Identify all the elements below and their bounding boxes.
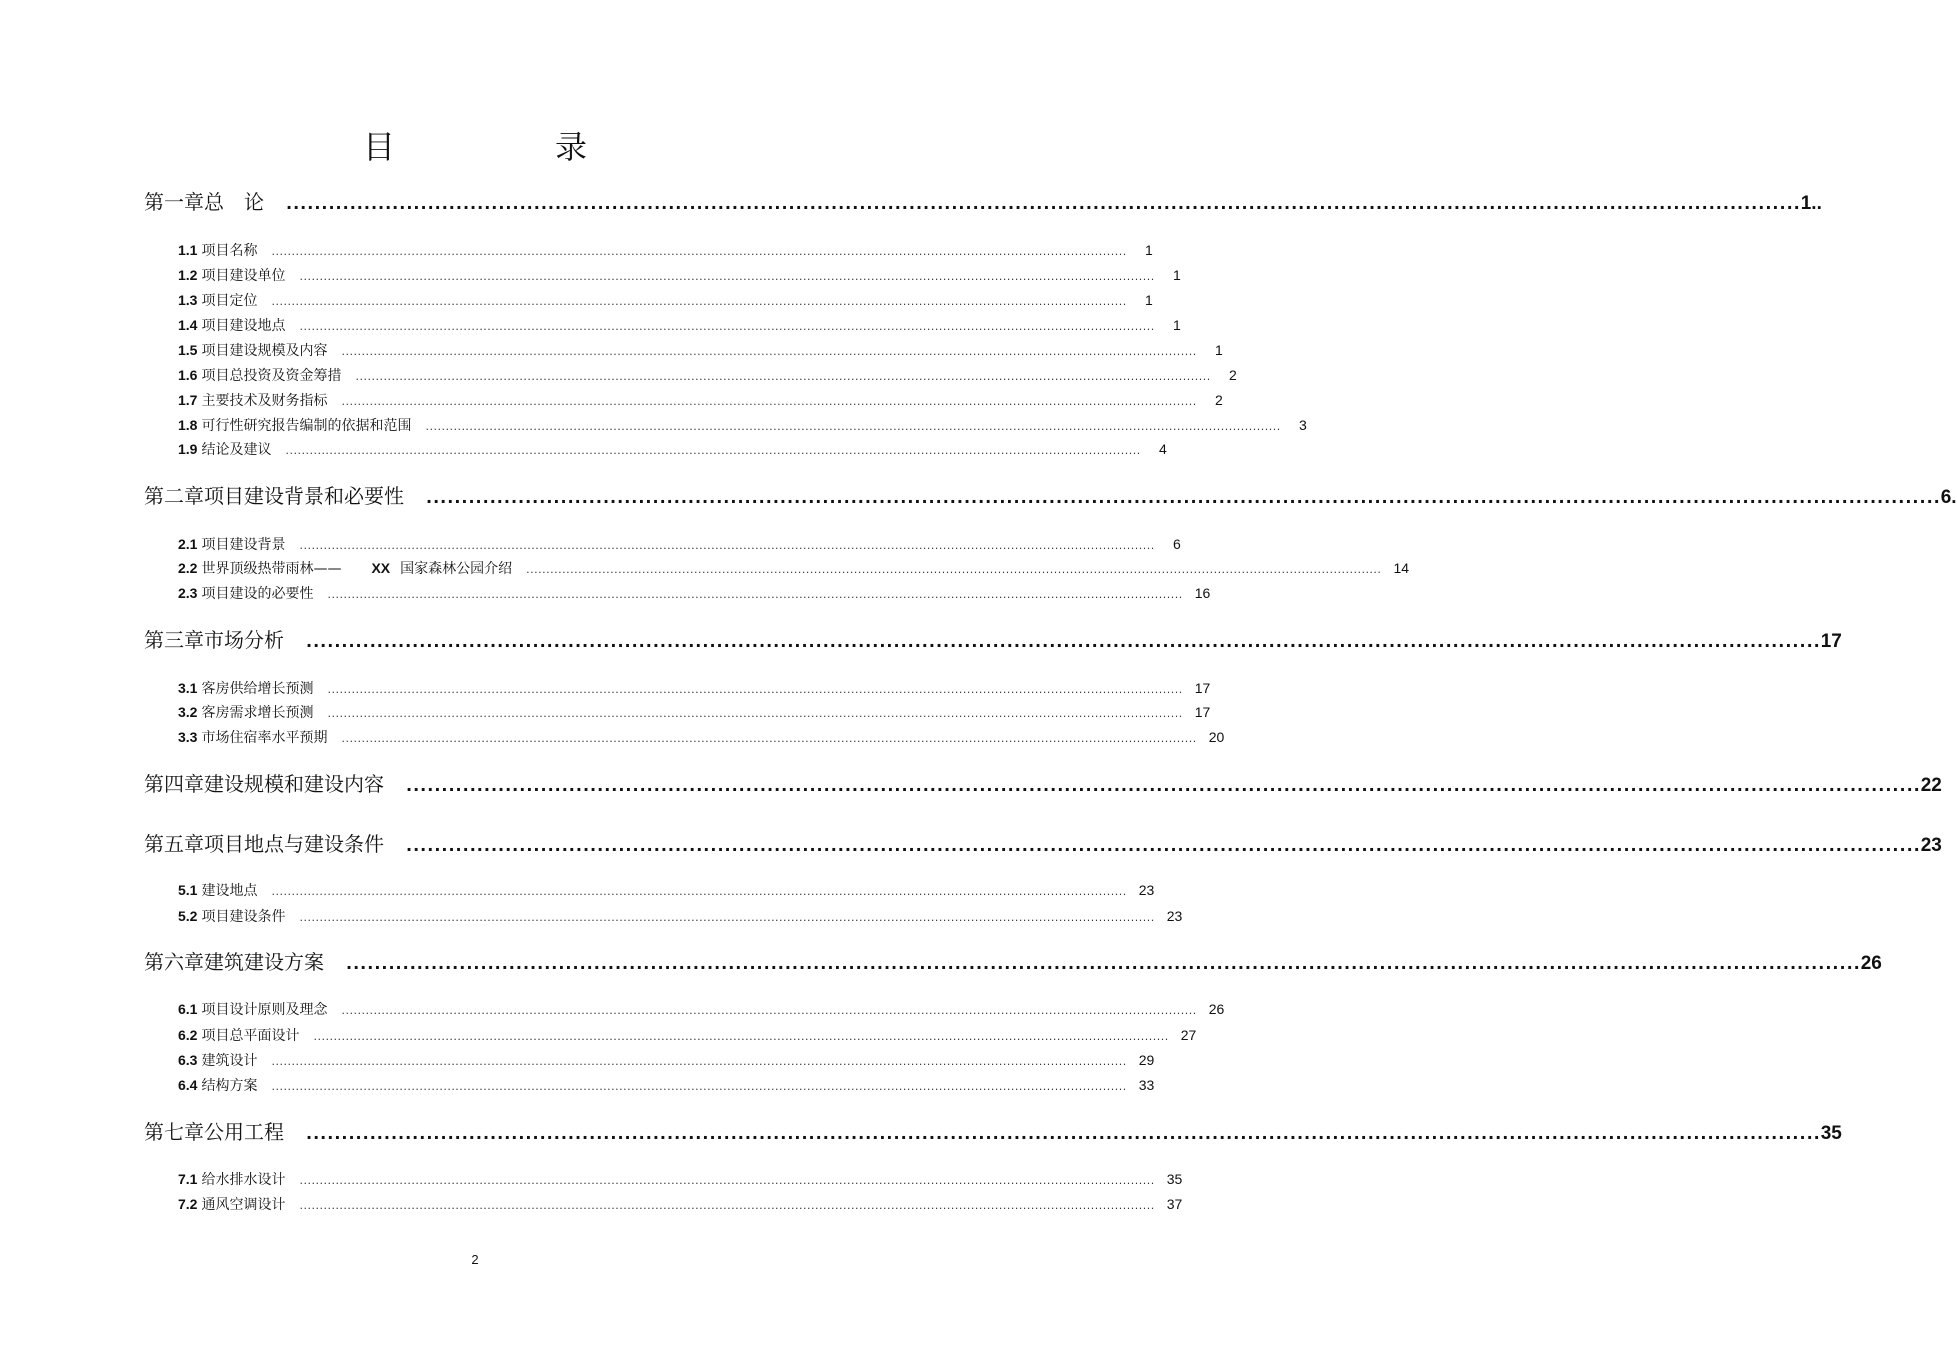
dot-leader: ......................................................................................................................................................................................................................: [526, 563, 1382, 576]
dot-leader: ......................................................................................................................................................................................................................: [285, 444, 1141, 457]
section-page-number: 3: [1298, 417, 1307, 433]
section-entry[interactable]: [178, 534, 1181, 554]
chapter-title: 市场分析: [204, 628, 284, 652]
section-page-number: 20: [1208, 729, 1225, 745]
chapter-entry[interactable]: [144, 828, 1942, 857]
chapter-page-number: 17: [1820, 631, 1842, 652]
dot-leader: ......................................................................................................................................................................................................................: [327, 683, 1183, 696]
section-entry[interactable]: [178, 390, 1223, 410]
section-number: 2.1: [178, 536, 198, 552]
section-page-number: 26: [1208, 1001, 1225, 1017]
section-entry[interactable]: [178, 415, 1307, 435]
section-entry[interactable]: [178, 340, 1223, 360]
chapter-number: 第二章: [144, 484, 204, 508]
chapter-title: 公用工程: [204, 1120, 284, 1144]
section-page-number: 6: [1172, 536, 1181, 552]
chapter-title: 项目建设背景和必要性: [204, 484, 404, 508]
chapter-title: 建筑建设方案: [204, 950, 324, 974]
chapter-number: 第三章: [144, 628, 204, 652]
section-page-number: 23: [1138, 882, 1155, 898]
dot-leader: ......................................................................................................................................................................................................................: [341, 395, 1197, 408]
dot-leader: ......................................................................................................................................................................................................................: [306, 1124, 1821, 1143]
section-entry[interactable]: [178, 999, 1225, 1019]
section-entry[interactable]: [178, 1050, 1155, 1070]
section-entry[interactable]: [178, 315, 1181, 335]
section-page-number: 2: [1214, 392, 1223, 408]
page-number: 2: [471, 1252, 479, 1267]
section-title: 项目建设单位: [201, 268, 286, 284]
section-entry[interactable]: [178, 678, 1211, 698]
chapter-number: 第五章: [144, 832, 204, 856]
chapter-number: 第七章: [144, 1120, 204, 1144]
section-title: 项目设计原则及理念: [201, 1002, 328, 1018]
section-number: 7.1: [178, 1171, 198, 1187]
section-number: 1.1: [178, 242, 198, 258]
chapter-entry[interactable]: [144, 624, 1842, 653]
dot-leader: ......................................................................................................................................................................................................................: [299, 270, 1155, 283]
dot-leader: ......................................................................................................................................................................................................................: [299, 1174, 1155, 1187]
section-title: 世界顶级热带雨林——: [201, 561, 342, 577]
section-title: 给水排水设计: [201, 1172, 286, 1188]
section-entry[interactable]: [178, 365, 1237, 385]
section-page-number: 4: [1158, 441, 1167, 457]
section-title: 项目建设背景: [201, 537, 286, 553]
section-entry[interactable]: [178, 702, 1211, 722]
section-entry[interactable]: [178, 265, 1181, 285]
toc-title: 目 录: [362, 128, 651, 166]
chapter-title: 项目地点与建设条件: [204, 832, 384, 856]
section-number: 7.2: [178, 1196, 198, 1212]
section-page-number: 33: [1138, 1077, 1155, 1093]
section-title: 主要技术及财务指标: [201, 393, 328, 409]
chapter-title: 总 论: [204, 190, 264, 214]
dot-leader: ......................................................................................................................................................................................................................: [271, 885, 1127, 898]
section-number: 1.2: [178, 267, 198, 283]
section-entry[interactable]: [178, 583, 1211, 603]
section-title: 项目总平面设计: [201, 1028, 300, 1044]
section-page-number: 27: [1180, 1027, 1197, 1043]
dot-leader: ......................................................................................................................................................................................................................: [355, 370, 1211, 383]
dot-leader: ......................................................................................................................................................................................................................: [346, 954, 1861, 973]
dot-leader: ......................................................................................................................................................................................................................: [299, 539, 1155, 552]
section-entry[interactable]: [178, 1194, 1183, 1214]
chapter-number: 第四章: [144, 772, 204, 796]
chapter-entry[interactable]: [144, 768, 1942, 797]
section-number: 1.7: [178, 392, 198, 408]
chapter-entry[interactable]: [144, 946, 1882, 975]
section-entry[interactable]: [178, 906, 1183, 926]
dot-leader: ......................................................................................................................................................................................................................: [341, 732, 1197, 745]
dot-leader: ......................................................................................................................................................................................................................: [271, 295, 1127, 308]
section-entry[interactable]: [178, 558, 1410, 578]
chapter-entry[interactable]: [144, 186, 1822, 215]
chapter-page-number: 6.: [1940, 487, 1957, 508]
dot-leader: ......................................................................................................................................................................................................................: [271, 1055, 1127, 1068]
section-number: 1.9: [178, 441, 198, 457]
section-entry[interactable]: [178, 727, 1225, 747]
section-number: 1.3: [178, 292, 198, 308]
section-title: 项目名称: [201, 243, 258, 259]
dot-leader: ......................................................................................................................................................................................................................: [406, 776, 1921, 795]
section-page-number: 17: [1194, 704, 1211, 720]
section-title: 项目建设规模及内容: [201, 343, 328, 359]
dot-leader: ......................................................................................................................................................................................................................: [271, 1080, 1127, 1093]
dot-leader: ......................................................................................................................................................................................................................: [341, 1004, 1197, 1017]
section-title: 客房需求增长预测: [201, 705, 314, 721]
section-entry[interactable]: [178, 439, 1167, 459]
dot-leader: ......................................................................................................................................................................................................................: [313, 1030, 1169, 1043]
section-entry[interactable]: [178, 290, 1153, 310]
dot-leader: ......................................................................................................................................................................................................................: [299, 1199, 1155, 1212]
section-entry[interactable]: [178, 880, 1155, 900]
section-title: 通风空调设计: [201, 1197, 286, 1213]
chapter-page-number: 26: [1860, 953, 1882, 974]
chapter-number: 第六章: [144, 950, 204, 974]
section-title: 结构方案: [201, 1078, 258, 1094]
section-number: 1.6: [178, 367, 198, 383]
dot-leader: ......................................................................................................................................................................................................................: [299, 911, 1155, 924]
section-page-number: 37: [1166, 1196, 1183, 1212]
section-number: 2.3: [178, 585, 198, 601]
chapter-number: 第一章: [144, 190, 204, 214]
section-page-number: 23: [1166, 908, 1183, 924]
section-page-number: 17: [1194, 680, 1211, 696]
section-number: 1.5: [178, 342, 198, 358]
section-page-number: 1: [1172, 317, 1181, 333]
section-page-number: 14: [1393, 560, 1410, 576]
chapter-entry[interactable]: [144, 480, 1957, 509]
dot-leader: ......................................................................................................................................................................................................................: [306, 632, 1821, 651]
dot-leader: ......................................................................................................................................................................................................................: [341, 345, 1197, 358]
dot-leader: ......................................................................................................................................................................................................................: [271, 245, 1127, 258]
section-number: 2.2: [178, 560, 198, 576]
section-entry[interactable]: [178, 240, 1153, 260]
section-number: 1.4: [178, 317, 198, 333]
chapter-title: 建设规模和建设内容: [204, 772, 384, 796]
chapter-page-number: 1..: [1800, 193, 1822, 214]
chapter-entry[interactable]: [144, 1116, 1842, 1145]
section-title-placeholder: XX: [371, 560, 391, 576]
section-page-number: 2: [1228, 367, 1237, 383]
chapter-page-number: 35: [1820, 1123, 1842, 1144]
section-title: 项目建设条件: [201, 909, 286, 925]
section-title: 项目建设地点: [201, 318, 286, 334]
section-title: 结论及建议: [201, 442, 272, 458]
section-title: 市场住宿率水平预期: [201, 730, 328, 746]
section-entry[interactable]: [178, 1075, 1155, 1095]
section-page-number: 1: [1144, 242, 1153, 258]
section-page-number: 29: [1138, 1052, 1155, 1068]
section-number: 6.4: [178, 1077, 198, 1093]
section-title: 项目总投资及资金筹措: [201, 368, 342, 384]
dot-leader: ......................................................................................................................................................................................................................: [425, 420, 1281, 433]
section-page-number: 1: [1214, 342, 1223, 358]
section-number: 3.3: [178, 729, 198, 745]
dot-leader: ......................................................................................................................................................................................................................: [426, 488, 1941, 507]
section-number: 3.1: [178, 680, 198, 696]
dot-leader: ......................................................................................................................................................................................................................: [327, 588, 1183, 601]
section-page-number: 1: [1172, 267, 1181, 283]
section-number: 1.8: [178, 417, 198, 433]
section-page-number: 1: [1144, 292, 1153, 308]
dot-leader: ......................................................................................................................................................................................................................: [299, 320, 1155, 333]
dot-leader: ......................................................................................................................................................................................................................: [286, 194, 1801, 213]
dot-leader: ......................................................................................................................................................................................................................: [406, 836, 1921, 855]
section-entry[interactable]: [178, 1169, 1183, 1189]
section-number: 6.3: [178, 1052, 198, 1068]
section-number: 5.2: [178, 908, 198, 924]
section-title: 建筑设计: [201, 1053, 258, 1069]
section-entry[interactable]: [178, 1025, 1197, 1045]
section-number: 5.1: [178, 882, 198, 898]
chapter-page-number: 22: [1920, 775, 1942, 796]
section-number: 3.2: [178, 704, 198, 720]
section-page-number: 35: [1166, 1171, 1183, 1187]
section-title: 项目建设的必要性: [201, 586, 314, 602]
section-title: 可行性研究报告编制的依据和范围: [201, 418, 412, 434]
section-title: 建设地点: [201, 883, 258, 899]
section-number: 6.1: [178, 1001, 198, 1017]
section-number: 6.2: [178, 1027, 198, 1043]
section-page-number: 16: [1194, 585, 1211, 601]
dot-leader: ......................................................................................................................................................................................................................: [327, 707, 1183, 720]
chapter-page-number: 23: [1920, 835, 1942, 856]
section-title: 项目定位: [201, 293, 258, 309]
section-title-continued: 国家森林公园介绍: [400, 561, 513, 577]
section-title: 客房供给增长预测: [201, 681, 314, 697]
